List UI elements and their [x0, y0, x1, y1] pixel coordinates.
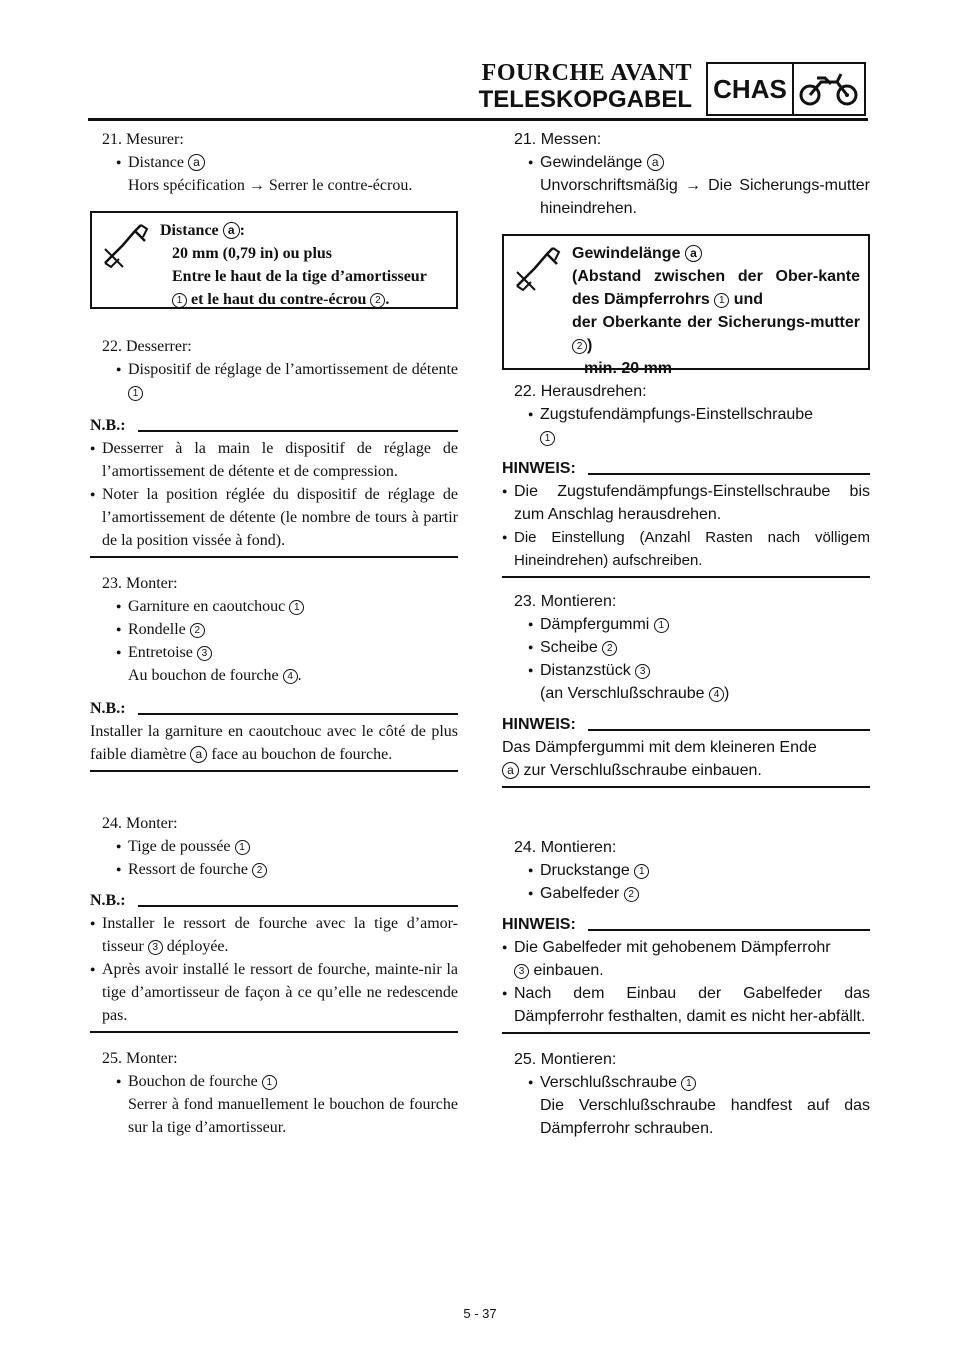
header-title-de: TELESKOPGABEL: [478, 86, 692, 113]
step-23-item-2: ● Scheibe 2: [502, 636, 870, 659]
step-22-title: 22. Herausdrehen:: [514, 383, 647, 400]
step-22-title: 22. Desserrer:: [102, 338, 192, 355]
note-22-bullet-2: ● Noter la position réglée du dispositif de réglage de l’amortissement de détente (le nombre de tours à partir de la position vissée à fond).: [90, 483, 458, 552]
spec-detail-1: Entre le haut de la tige d’amortisseur: [172, 268, 427, 285]
step-21-item: ● Gewindelänge a: [502, 151, 870, 174]
note-label: N.B.:: [90, 892, 126, 909]
note-23: [90, 697, 458, 772]
step-24-item-1: ● Tige de poussée 1: [90, 835, 458, 858]
step-25-text: Serrer à fond manuellement le bouchon de fourche sur la tige d’amortisseur.: [128, 1096, 458, 1136]
motorcycle-icon: [794, 64, 864, 114]
step-23-title: 23. Monter:: [102, 575, 178, 592]
note-24-bullet-2: ● Nach dem Einbau der Gabelfeder das Dämpferrohr festhalten, damit es nicht her-abfällt.: [502, 982, 870, 1028]
note-23-text: Das Dämpfergummi mit dem kleineren Ende a zur Verschlußschraube einbauen.: [502, 739, 817, 779]
header-title-fr: FOURCHE AVANT: [481, 60, 692, 86]
spec-detail-2: der Oberkante der Sicherungs-mutter 2 ): [572, 314, 860, 354]
note-label: HINWEIS:: [502, 460, 576, 477]
step-24-item-2: ● Ressort de fourche 2: [90, 858, 458, 881]
note-23: [502, 713, 870, 788]
step-23-item-2: ● Rondelle 2: [90, 618, 458, 641]
step-23-item-1: ● Dämpfergummi 1: [502, 613, 870, 636]
step-24-title: 24. Montieren:: [514, 839, 617, 856]
note-label: HINWEIS:: [502, 716, 576, 733]
step-23-text: (an Verschlußschraube 4 ): [540, 685, 730, 702]
spec-detail-2: 1 et le haut du contre-écrou 2 .: [160, 288, 448, 311]
note-22: [90, 414, 458, 558]
note-24: [502, 913, 870, 1034]
step-23-title: 23. Montieren:: [514, 593, 617, 610]
step-21-title: 21. Mesurer:: [102, 131, 184, 148]
wrench-icon: [92, 213, 160, 307]
step-25-title: 25. Monter:: [102, 1050, 178, 1067]
section-label: CHAS: [708, 64, 794, 114]
step-21-text: Hors spécification → Serrer le contre-écrou.: [128, 177, 413, 194]
step-25-item-1: ● Verschlußschraube 1: [502, 1071, 870, 1094]
step-25-title: 25. Montieren:: [514, 1051, 617, 1068]
step-24-item-2: ● Gabelfeder 2: [502, 882, 870, 905]
step-21-text: Unvorschriftsmäßig → Die Sicherungs-mutter hineindrehen.: [540, 177, 870, 217]
step-21-item: ● Distance a: [90, 151, 458, 174]
step-23-item-1: ● Garniture en caoutchouc 1: [90, 595, 458, 618]
page-number: 5 - 37: [463, 1306, 497, 1321]
section-badge: [706, 62, 866, 116]
step-24-item-1: ● Druckstange 1: [502, 859, 870, 882]
note-23-text: Installer la garniture en caoutchouc avec le côté de plus faible diamètre a face au bouchon de fourche.: [90, 723, 458, 763]
step-22-item: ● Dispositif de réglage de l’amortissement de détente 1: [90, 358, 458, 404]
spec-label: Distance a :: [160, 222, 245, 239]
note-24-bullet-2: ● Après avoir installé le ressort de fourche, mainte-nir la tige d’amortisseur de façon à ce qu’elle ne redescende pas.: [90, 958, 458, 1027]
step-24-title: 24. Monter:: [102, 815, 178, 832]
note-label: HINWEIS:: [502, 916, 576, 933]
column-german: [502, 128, 870, 1140]
step-22-item: ● Zugstufendämpfungs-Einstellschraube 1: [502, 403, 870, 449]
note-22-bullet-1: ● Desserrer à la main le dispositif de réglage de l’amortissement de détente et de compression.: [90, 437, 458, 483]
column-french: [90, 128, 458, 1139]
note-24: [90, 889, 458, 1033]
spec-label: Gewindelänge a: [572, 242, 860, 265]
step-23-item-3: ● Distanzstück 3: [502, 659, 870, 682]
spec-box-21: [90, 211, 458, 309]
step-25-text: Die Verschlußschraube handfest auf das Dämpferrohr schrauben.: [540, 1097, 870, 1137]
note-label: N.B.:: [90, 417, 126, 434]
note-24-bullet-1: ● Die Gabelfeder mit gehobenem Dämpferrohr 3 einbauen.: [502, 936, 870, 982]
header-rule: [88, 118, 868, 121]
note-label: N.B.:: [90, 700, 126, 717]
spec-value: min. 20 mm: [584, 360, 673, 377]
wrench-icon: [504, 236, 572, 368]
step-25-item-1: ● Bouchon de fourche 1: [90, 1070, 458, 1093]
note-22: [502, 457, 870, 578]
spec-box-21: [502, 234, 870, 377]
note-22-bullet-2: ● Die Einstellung (Anzahl Rasten nach völligem Hineindrehen) aufschreiben.: [502, 526, 870, 572]
step-23-item-3: ● Entretoise 3: [90, 641, 458, 664]
spec-detail-1: (Abstand zwischen der Ober-kante des Dämpferrohrs 1 und: [572, 268, 860, 308]
step-21-title: 21. Messen:: [514, 131, 602, 148]
spec-value: 20 mm (0,79 in) ou plus: [172, 245, 333, 262]
note-24-bullet-1: ● Installer le ressort de fourche avec la tige d’amor-tisseur 3 déployée.: [90, 912, 458, 958]
note-22-bullet-1: ● Die Zugstufendämpfungs-Einstellschraube bis zum Anschlag herausdrehen.: [502, 480, 870, 526]
step-23-text: Au bouchon de fourche 4 .: [128, 667, 302, 684]
